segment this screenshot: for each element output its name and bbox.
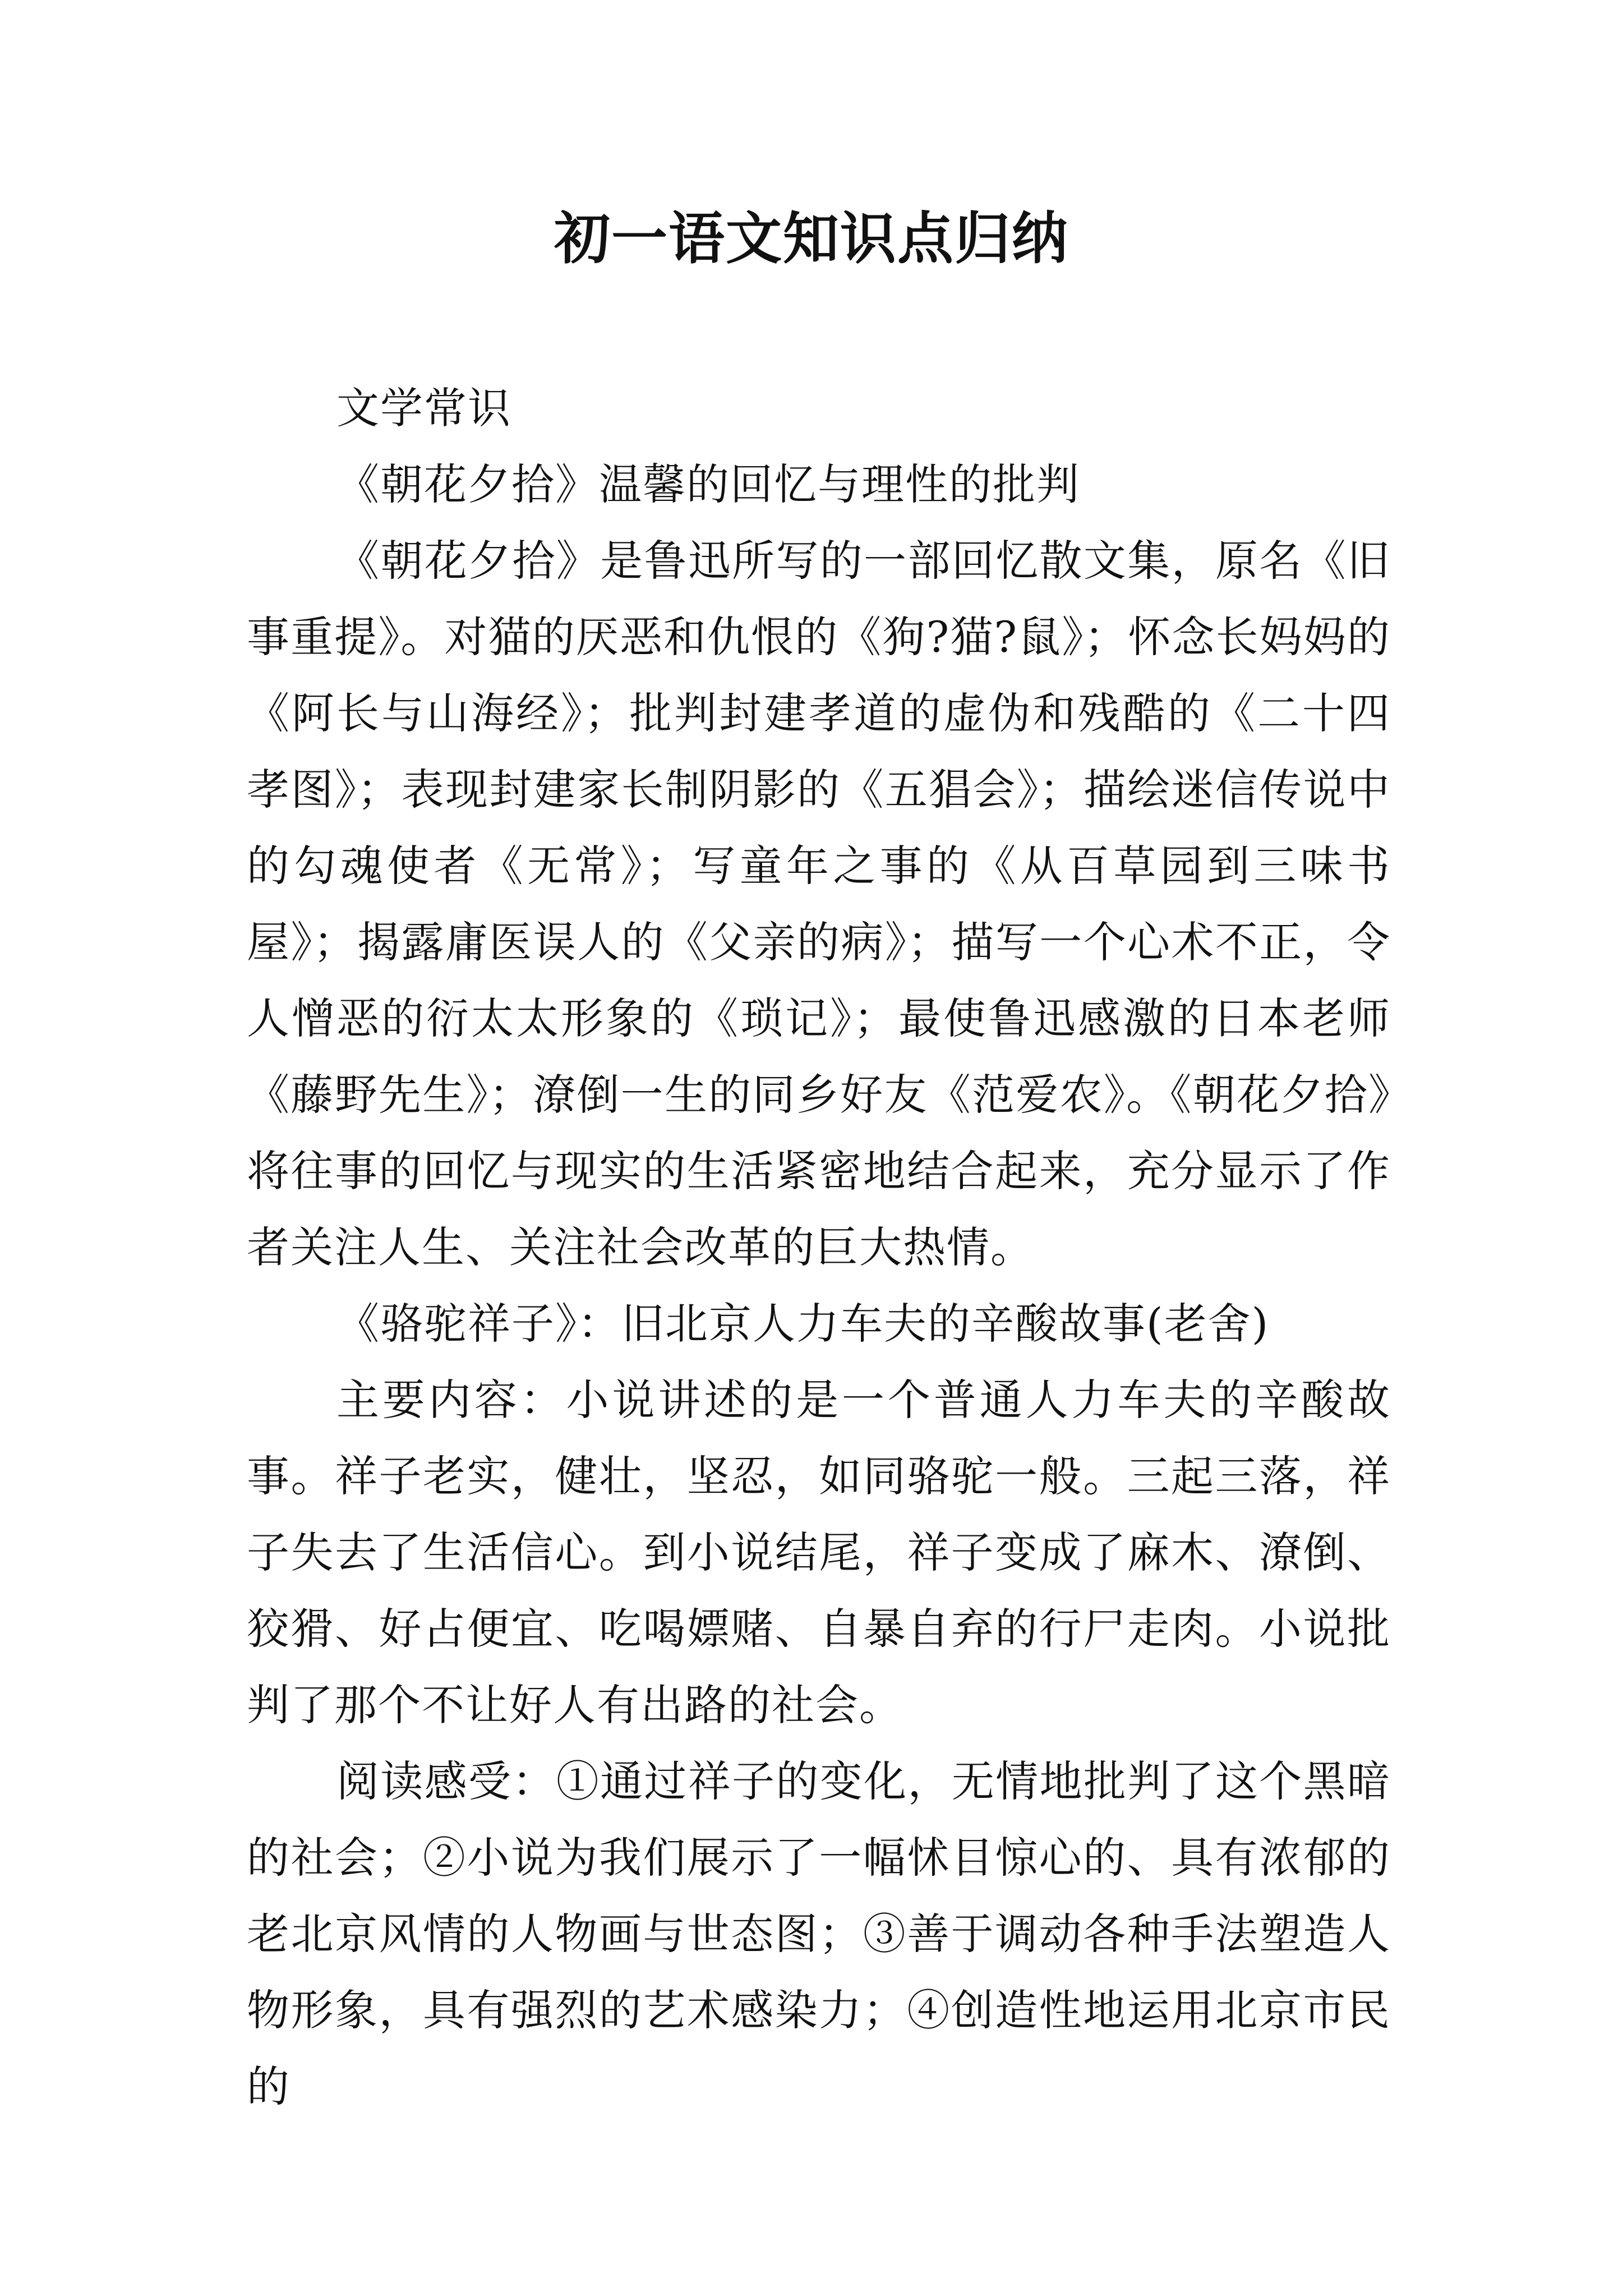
paragraph-reading-impressions: 阅读感受：①通过祥子的变化，无情地批判了这个黑暗的社会；②小说为我们展示了一幅怵目惊心的、具有浓郁的老北京风情的人物画与世态图；③善于调动各种手法塑造人物形象，具有强烈的艺术感染力；④创造性地运用北京市民的: [247, 1756, 1391, 2111]
paragraph-main-content: 主要内容：小说讲述的是一个普通人力车夫的辛酸故事。祥子老实，健壮，坚忍，如同骆驼一般。三起三落，祥子失去了生活信心。到小说结尾，祥子变成了麻木、潦倒、狡猾、好占便宜、吃喝嫖赌、自暴自弃的行尸走肉。小说批判了那个不让好人有出路的社会。: [247, 1375, 1391, 1730]
document-title: 初一语文知识点归纳: [554, 205, 1069, 272]
book-heading-luotuoxiangzi: 《骆驼祥子》：旧北京人力车夫的辛酸故事(老舍): [336, 1299, 1270, 1349]
paragraph-zhaohuaxishi-summary: 《朝花夕拾》是鲁迅所写的一部回忆散文集，原名《旧事重提》。对猫的厌恶和仇恨的《狗?猫?鼠》；怀念长妈妈的《阿长与山海经》；批判封建孝道的虚伪和残酷的《二十四孝图》；表现封建家长制阴影的《五猖会》；描绘迷信传说中的勾魂使者《无常》；写童年之事的《从百草园到三味书屋》；揭露庸医误人的《父亲的病》；描写一个心术不正，令人憎恶的衍太太形象的《琐记》；最使鲁迅感激的日本老师《藤野先生》；潦倒一生的同乡好友《范爱农》。《朝花夕拾》将往事的回忆与现实的生活紧密地结合起来，充分显示了作者关注人生、关注社会改革的巨大热情。: [247, 536, 1391, 1272]
section-heading-literary-knowledge: 文学常识: [336, 383, 511, 433]
document-body: [247, 370, 1391, 2125]
book-heading-zhaohuaxishi: 《朝花夕拾》温馨的回忆与理性的批判: [336, 459, 1080, 509]
